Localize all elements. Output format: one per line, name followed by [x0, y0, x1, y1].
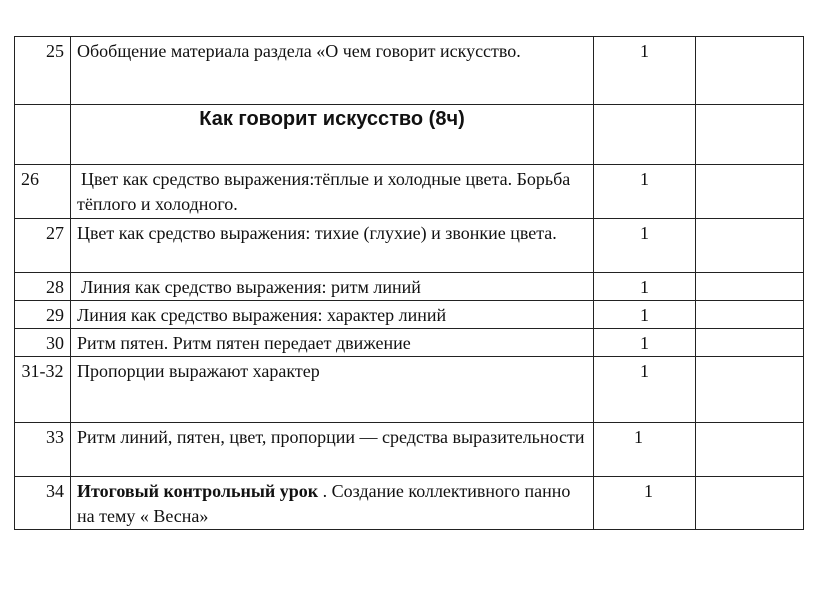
lesson-topic	[71, 165, 594, 219]
empty-cell	[696, 301, 804, 329]
lesson-hours: 1	[594, 301, 696, 329]
table-row	[15, 165, 804, 219]
lesson-topic-text: Линия как средство выражения: ритм линий	[81, 277, 421, 297]
empty-cell	[696, 273, 804, 301]
table-row	[15, 423, 804, 477]
table-row	[15, 301, 804, 329]
empty-cell	[594, 105, 696, 165]
lesson-hours: 1	[594, 329, 696, 357]
lesson-topic: Цвет как средство выражения: тихие (глухие) и звонкие цвета.	[71, 219, 594, 273]
table-row	[15, 273, 804, 301]
table-row	[15, 219, 804, 273]
lesson-number: 34	[15, 477, 71, 530]
lesson-number: 33	[15, 423, 71, 477]
empty-cell	[696, 477, 804, 530]
lesson-plan-table	[14, 36, 804, 530]
empty-cell	[696, 105, 804, 165]
lesson-topic-text: Цвет как средство выражения:тёплые и холодные цвета. Борьба тёплого и холодного.	[77, 169, 571, 214]
lesson-topic: Ритм пятен. Ритм пятен передает движение	[71, 329, 594, 357]
lesson-hours	[594, 477, 696, 530]
lesson-number: 29	[15, 301, 71, 329]
empty-cell	[696, 329, 804, 357]
empty-cell	[696, 37, 804, 105]
lesson-number: 27	[15, 219, 71, 273]
empty-cell	[15, 105, 71, 165]
lesson-hours: 1	[594, 165, 696, 219]
lesson-number: 30	[15, 329, 71, 357]
lesson-topic-text: . Создание коллективного панно на тему « Весна»	[77, 481, 571, 526]
lesson-hours: 1	[594, 219, 696, 273]
lesson-topic	[71, 477, 594, 530]
lesson-number: 26	[15, 165, 71, 219]
empty-cell	[696, 219, 804, 273]
empty-cell	[696, 357, 804, 423]
lesson-hours: 1	[594, 37, 696, 105]
lesson-hours-value: 1	[644, 481, 653, 501]
lesson-topic: Линия как средство выражения: характер линий	[71, 301, 594, 329]
lesson-hours: 1	[594, 273, 696, 301]
section-title: Как говорит искусство (8ч)	[71, 105, 594, 165]
table-row	[15, 357, 804, 423]
lesson-hours	[594, 423, 696, 477]
section-row	[15, 105, 804, 165]
lesson-hours-value: 1	[634, 427, 643, 447]
lesson-number: 28	[15, 273, 71, 301]
lesson-topic: Пропорции выражают характер	[71, 357, 594, 423]
lesson-topic	[71, 273, 594, 301]
lesson-topic: Ритм линий, пятен, цвет, пропорции — средства выразительности	[71, 423, 594, 477]
lesson-topic: Обобщение материала раздела «О чем говорит искусство.	[71, 37, 594, 105]
table-row	[15, 37, 804, 105]
empty-cell	[696, 165, 804, 219]
lesson-number: 25	[15, 37, 71, 105]
table-row	[15, 477, 804, 530]
lesson-hours: 1	[594, 357, 696, 423]
table-row	[15, 329, 804, 357]
empty-cell	[696, 423, 804, 477]
lesson-topic-bold: Итоговый контрольный урок	[77, 481, 319, 501]
lesson-number: 31-32	[15, 357, 71, 423]
